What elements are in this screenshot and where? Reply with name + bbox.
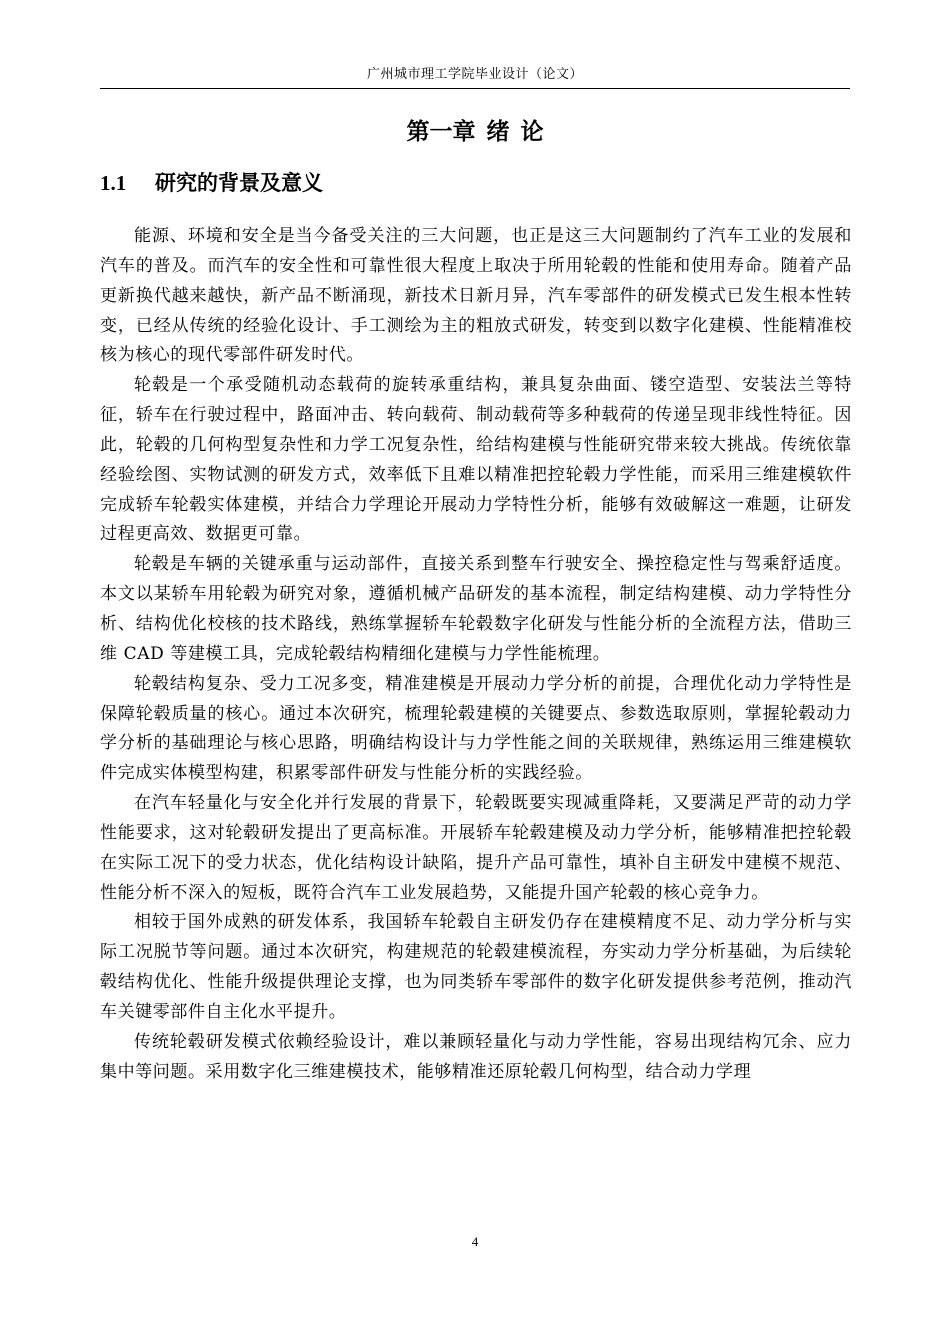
paragraph-2: 轮毂是一个承受随机动态载荷的旋转承重结构，兼具复杂曲面、镂空造型、安装法兰等特征，轿车在行驶过程中，路面冲击、转向载荷、制动载荷等多种载荷的传递呈现非线性特征。因此，轮毂的几何构型复杂性和力学工况复杂性，给结构建模与性能研究带来较大挑战。传统依靠经验绘图、实物试测的研发方式，效率低下且难以精准把控轮毂力学性能，而采用三维建模软件完成轿车轮毂实体建模，并结合力学理论开展动力学特性分析，能够有效破解这一难题，让研发过程更高效、数据更可靠。 <box>100 375 852 545</box>
paragraph-4: 轮毂结构复杂、受力工况多变，精准建模是开展动力学分析的前提，合理优化动力学特性是保障轮毂质量的核心。通过本次研究，梳理轮毂建模的关键要点、参数选取原则，掌握轮毂动力学分析的基础理论与核心思路，明确结构设计与力学性能之间的关联规律，熟练运用三维建模软件完成实体模型构建，积累零部件研发与性能分析的实践经验。 <box>100 673 852 784</box>
paragraph-1: 能源、环境和安全是当今备受关注的三大问题，也正是这三大问题制约了汽车工业的发展和汽车的普及。而汽车的安全性和可靠性很大程度上取决于所用轮毂的性能和使用寿命。随着产品更新换代越来越快，新产品不断涌现，新技术日新月异，汽车零部件的研发模式已发生根本性转变，已经从传统的经验化设计、手工测绘为主的粗放式研发，转变到以数字化建模、性能精准校核为核心的现代零部件研发时代。 <box>100 226 852 366</box>
paragraph-7: 传统轮毂研发模式依赖经验设计，难以兼顾轻量化与动力学性能，容易出现结构冗余、应力集中等问题。采用数字化三维建模技术，能够精准还原轮毂几何构型，结合动力学理 <box>100 1031 852 1082</box>
page-number: 4 <box>471 1234 479 1249</box>
paragraph-5: 在汽车轻量化与安全化并行发展的背景下，轮毂既要实现减重降耗，又要满足严苛的动力学性能要求，这对轮毂研发提出了更高标准。开展轿车轮毂建模及动力学分析，能够精准把控轮毂在实际工况下的受力状态，优化结构设计缺陷，提升产品可靠性，填补自主研发中建模不规范、性能分析不深入的短板，既符合汽车工业发展趋势，又能提升国产轮毂的核心竞争力。 <box>100 793 852 903</box>
paragraph-6: 相较于国外成熟的研发体系，我国轿车轮毂自主研发仍存在建模精度不足、动力学分析与实际工况脱节等问题。通过本次研究，构建规范的轮毂建模流程，夯实动力学分析基础，为后续轮毂结构优化、性能升级提供理论支撑，也为同类轿车零部件的数字化研发提供参考范例，推动汽车关键零部件自主化水平提升。 <box>100 912 852 1022</box>
section-heading <box>100 168 323 198</box>
header-rule <box>100 88 850 89</box>
running-header: 广州城市理工学院毕业设计（论文） <box>366 67 583 82</box>
section-title: 研究的背景及意义 <box>155 170 323 195</box>
section-number: 1.1 <box>100 171 127 195</box>
body-text <box>100 222 852 1087</box>
paragraph-3: 轮毂是车辆的关键承重与运动部件，直接关系到整车行驶安全、操控稳定性与驾乘舒适度。本文以某轿车用轮毂为研究对象，遵循机械产品研发的基本流程，制定结构建模、动力学特性分析、结构优化校核的技术路线，熟练掌握轿车轮毂数字化研发与性能分析的全流程方法，借助三维 CAD 等建模工具，完成轮毂结构精细化建模与力学性能梳理。 <box>100 554 852 664</box>
chapter-title: 第一章 绪 论 <box>406 118 544 145</box>
